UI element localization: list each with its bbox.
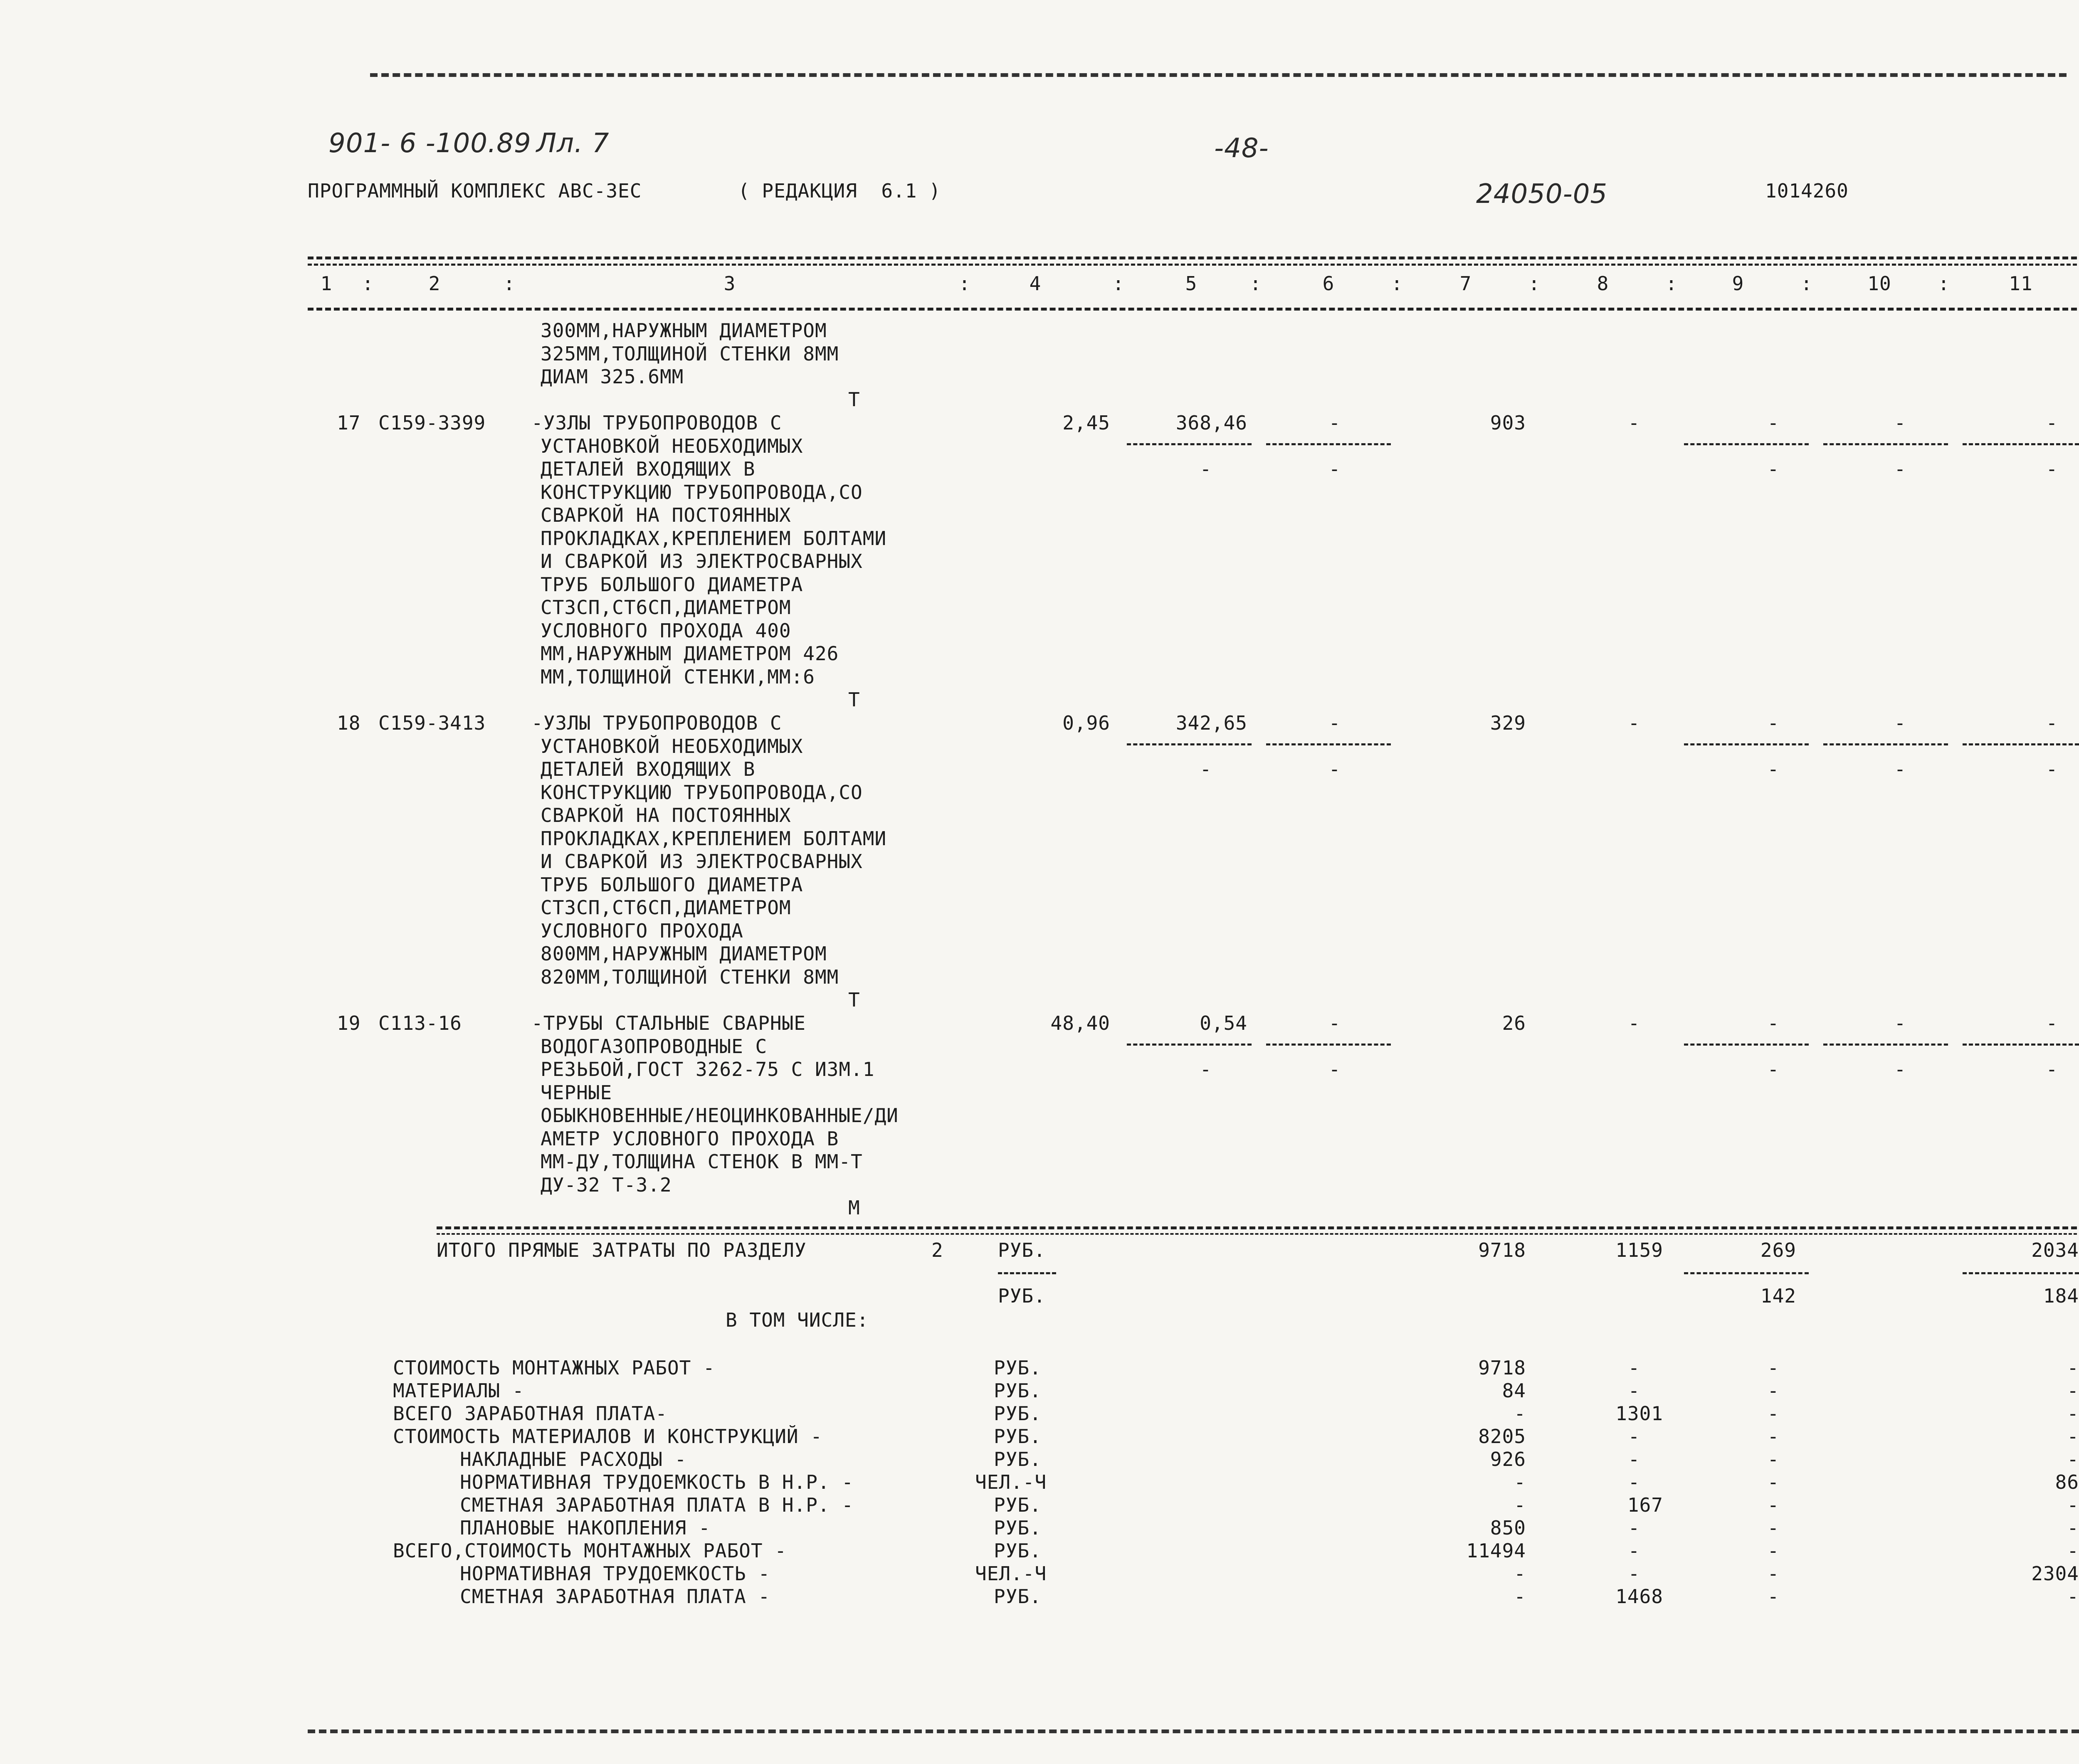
breakdown-col9: - (1767, 1448, 1780, 1470)
breakdown-col7: - (1514, 1585, 1526, 1608)
breakdown-col11: - (2067, 1494, 2079, 1516)
handwritten-document-id: 24050-05 (1476, 179, 1608, 210)
breakdown-col8: - (1628, 1539, 1640, 1562)
description-line: ДЕТАЛЕЙ ВХОДЯЩИХ В (541, 458, 756, 480)
cell-col9: - (1767, 1012, 1780, 1034)
breakdown-col11: - (2067, 1517, 2079, 1539)
breakdown-col11: - (2067, 1357, 2079, 1379)
breakdown-col9: - (1767, 1585, 1780, 1608)
breakdown-col9: - (1767, 1471, 1780, 1493)
breakdown-col11: - (2067, 1379, 2079, 1402)
description-line: И СВАРКОЙ ИЗ ЭЛЕКТРОСВАРНЫХ (541, 850, 863, 873)
program-edition: ( РЕДАКЦИЯ 6.1 ) (738, 180, 941, 202)
continuation-unit: Т (848, 388, 860, 411)
breakdown-label: СМЕТНАЯ ЗАРАБОТНАЯ ПЛАТА В Н.Р. - (424, 1494, 854, 1516)
col-header-sep: : (1249, 272, 1262, 295)
description-line: ТРУБ БОЛЬШОГО ДИАМЕТРА (541, 573, 803, 596)
row-code: С159-3399 (378, 412, 486, 434)
description-line: ПРОКЛАДКАХ,КРЕПЛЕНИЕМ БОЛТАМИ (541, 827, 887, 850)
breakdown-col8: - (1628, 1471, 1640, 1493)
breakdown-col9: - (1767, 1402, 1780, 1425)
subtotal-rule (1127, 443, 1252, 445)
description-line: 325ММ,ТОЛЩИНОЙ СТЕНКИ 8ММ (541, 342, 839, 365)
page-number: -48- (1214, 133, 1269, 164)
description-line: УСТАНОВКОЙ НЕОБХОДИМЫХ (541, 434, 803, 457)
description-line: КОНСТРУКЦИЮ ТРУБОПРОВОДА,СО (541, 481, 863, 503)
subtotal-rule (1684, 743, 1809, 745)
breakdown-col8: 1468 (1615, 1585, 1663, 1608)
breakdown-col11: - (2067, 1539, 2079, 1562)
breakdown-unit: РУБ. (994, 1494, 1042, 1516)
col-header-sep: : (958, 272, 971, 295)
breakdown-col8: 1301 (1615, 1402, 1663, 1425)
breakdown-col7: 9718 (1478, 1357, 1526, 1379)
cell-col9: - (1767, 712, 1780, 734)
totals-col11-second: 184 (2043, 1285, 2079, 1307)
cell-price: 342,65 (1175, 712, 1247, 734)
description-line: АМЕТР УСЛОВНОГО ПРОХОДА В (541, 1127, 839, 1150)
continuation-description (541, 319, 839, 389)
description-line: ДУ-32 Т-3.2 (541, 1173, 672, 1196)
description-line: УСТАНОВКОЙ НЕОБХОДИМЫХ (541, 735, 803, 757)
cell-col11: - (2046, 412, 2058, 434)
breakdown-col7: - (1514, 1562, 1526, 1585)
cell-qty: 2,45 (1062, 412, 1110, 434)
description-line: СВАРКОЙ НА ПОСТОЯННЫХ (541, 504, 791, 526)
cell-col9: - (1767, 412, 1780, 434)
sub-cell-col6: - (1328, 1058, 1341, 1081)
cell-col7: 26 (1502, 1012, 1526, 1034)
sub-cell-col10: - (1894, 458, 1906, 480)
breakdown-label: ВСЕГО,СТОИМОСТЬ МОНТАЖНЫХ РАБОТ - (393, 1539, 787, 1562)
cell-qty: 0,96 (1062, 712, 1110, 734)
subtotal-rule (1823, 743, 1948, 745)
col-header-sep: : (362, 272, 374, 295)
breakdown-col7: 84 (1502, 1379, 1526, 1402)
header-top-rule (308, 257, 2077, 259)
sub-cell-col5: - (1200, 758, 1212, 780)
description-line: -ТРУБЫ СТАЛЬНЫЕ СВАРНЫЕ (531, 1012, 806, 1034)
cell-price: 368,46 (1175, 412, 1247, 434)
cell-col8: - (1628, 712, 1640, 734)
col-header-8: 8 (1597, 272, 1609, 295)
sub-cell-col5: - (1200, 1058, 1212, 1081)
breakdown-col9: - (1767, 1425, 1780, 1448)
subtotal-rule (1963, 443, 2079, 445)
subtotal-rule (1266, 443, 1391, 445)
description-line: УСЛОВНОГО ПРОХОДА 400 (541, 619, 791, 642)
subtotal-rule (1963, 1044, 2079, 1046)
description-line: СТ3СП,СТ6СП,ДИАМЕТРОМ (541, 596, 791, 619)
cell-col10: - (1894, 412, 1906, 434)
top-edge-dashes (370, 73, 2067, 77)
col-header-sep: : (1391, 272, 1403, 295)
cell-col8: - (1628, 1012, 1640, 1034)
row-code: С159-3413 (378, 712, 486, 734)
breakdown-label: ВСЕГО ЗАРАБОТНАЯ ПЛАТА- (393, 1402, 667, 1425)
description-line: ДЕТАЛЕЙ ВХОДЯЩИХ В (541, 758, 756, 780)
cell-price: 0,54 (1200, 1012, 1247, 1034)
totals-col7: 9718 (1478, 1239, 1526, 1261)
row-number: 17 (337, 412, 361, 434)
row-number: 19 (337, 1012, 361, 1034)
breakdown-label: МАТЕРИАЛЫ - (393, 1379, 524, 1402)
col-header-sep: : (1665, 272, 1678, 295)
totals-second-rule (437, 1233, 2077, 1235)
cell-qty: 48,40 (1050, 1012, 1110, 1034)
breakdown-col7: - (1514, 1471, 1526, 1493)
breakdown-col8: - (1628, 1517, 1640, 1539)
cell-col6: - (1328, 1012, 1341, 1034)
col-header-sep: : (1938, 272, 1950, 295)
cell-col6: - (1328, 712, 1341, 734)
breakdown-col8: - (1628, 1357, 1640, 1379)
breakdown-unit: ЧЕЛ.-Ч (975, 1471, 1047, 1493)
subtotal-rule (1266, 743, 1391, 745)
cell-col11: - (2046, 712, 2058, 734)
totals-unit-second: РУБ. (998, 1285, 1046, 1307)
col-header-sep: : (1528, 272, 1541, 295)
col-header-4: 4 (1029, 272, 1042, 295)
cell-col7: 329 (1490, 712, 1526, 734)
handwritten-project-code: 901- 6 -100.89 (328, 128, 531, 159)
totals-col9-second: 142 (1760, 1285, 1796, 1307)
breakdown-col11: - (2067, 1585, 2079, 1608)
description-line: ЧЕРНЫЕ (541, 1081, 612, 1104)
breakdown-unit: РУБ. (994, 1357, 1042, 1379)
cell-col8: - (1628, 412, 1640, 434)
col-header-sep: : (1800, 272, 1813, 295)
header-bottom-rule (308, 308, 2077, 311)
bottom-edge-dashes (308, 1729, 2079, 1733)
breakdown-col11: - (2067, 1448, 2079, 1470)
breakdown-unit: РУБ. (994, 1539, 1042, 1562)
subtotal-rule (1963, 1272, 2079, 1274)
breakdown-col9: - (1767, 1517, 1780, 1539)
breakdown-unit: РУБ. (994, 1517, 1042, 1539)
row-description (531, 712, 886, 989)
sub-cell-col6: - (1328, 758, 1341, 780)
breakdown-col7: 11494 (1466, 1539, 1526, 1562)
row-unit: М (848, 1197, 860, 1219)
program-title: ПРОГРАММНЫЙ КОМПЛЕКС АВС-3ЕС (308, 180, 642, 202)
breakdown-unit: ЧЕЛ.-Ч (975, 1562, 1047, 1585)
totals-top-rule (437, 1226, 2077, 1229)
sub-cell-col9: - (1767, 758, 1780, 780)
breakdown-col11: 2304 (2031, 1562, 2079, 1585)
sub-cell-col9: - (1767, 458, 1780, 480)
sub-cell-col11: - (2046, 458, 2058, 480)
description-line: И СВАРКОЙ ИЗ ЭЛЕКТРОСВАРНЫХ (541, 550, 863, 572)
document-code: 1014260 (1765, 180, 1849, 202)
row-number: 18 (337, 712, 361, 734)
sub-cell-col10: - (1894, 1058, 1906, 1081)
col-header-5: 5 (1185, 272, 1198, 295)
breakdown-unit: РУБ. (994, 1425, 1042, 1448)
description-line: СТ3СП,СТ6СП,ДИАМЕТРОМ (541, 896, 791, 919)
sub-cell-col11: - (2046, 1058, 2058, 1081)
col-header-sep: : (1112, 272, 1125, 295)
col-header-7: 7 (1459, 272, 1472, 295)
description-line: ММ,НАРУЖНЫМ ДИАМЕТРОМ 426 (541, 642, 839, 665)
subtotal-rule (1266, 1044, 1391, 1046)
breakdown-label: НОРМАТИВНАЯ ТРУДОЕМКОСТЬ В Н.Р. - (424, 1471, 854, 1493)
subtotal-rule (1684, 1044, 1809, 1046)
subtotal-rule (1823, 1044, 1948, 1046)
row-unit: Т (848, 688, 860, 711)
breakdown-col8: - (1628, 1379, 1640, 1402)
description-line: ВОДОГАЗОПРОВОДНЫЕ С (541, 1035, 768, 1058)
breakdown-col11: - (2067, 1425, 2079, 1448)
sub-cell-col9: - (1767, 1058, 1780, 1081)
col-header-11: 11 (2009, 272, 2033, 295)
breakdown-label: СТОИМОСТЬ МАТЕРИАЛОВ И КОНСТРУКЦИЙ - (393, 1425, 822, 1448)
totals-label: ИТОГО ПРЯМЫЕ ЗАТРАТЫ ПО РАЗДЕЛУ (437, 1239, 807, 1261)
col-header-6: 6 (1322, 272, 1335, 295)
totals-col8: 1159 (1615, 1239, 1663, 1261)
handwritten-sheet-number: Лл. 7 (536, 128, 610, 159)
row-unit: Т (848, 989, 860, 1011)
description-line: ОБЫКНОВЕННЫЕ/НЕОЦИНКОВАННЫЕ/ДИ (541, 1104, 899, 1127)
subtotal-rule (1684, 1272, 1809, 1274)
breakdown-col7: - (1514, 1494, 1526, 1516)
breakdown-col8: - (1628, 1562, 1640, 1585)
breakdown-unit: РУБ. (994, 1585, 1042, 1608)
breakdown-col11: - (2067, 1402, 2079, 1425)
breakdown-col9: - (1767, 1379, 1780, 1402)
subtotal-rule (1823, 443, 1948, 445)
description-line: ММ-ДУ,ТОЛЩИНА СТЕНОК В ММ-Т (541, 1150, 863, 1173)
col-header-sep: : (503, 272, 516, 295)
description-line: 820ММ,ТОЛЩИНОЙ СТЕНКИ 8ММ (541, 965, 839, 988)
description-line: -УЗЛЫ ТРУБОПРОВОДОВ С (531, 412, 782, 434)
description-line: ПРОКЛАДКАХ,КРЕПЛЕНИЕМ БОЛТАМИ (541, 527, 887, 550)
description-line: ДИАМ 325.6ММ (541, 365, 684, 388)
breakdown-label: ПЛАНОВЫЕ НАКОПЛЕНИЯ - (424, 1517, 711, 1539)
totals-col9: 269 (1760, 1239, 1796, 1261)
description-line: -УЗЛЫ ТРУБОПРОВОДОВ С (531, 712, 782, 734)
breakdown-label: СМЕТНАЯ ЗАРАБОТНАЯ ПЛАТА - (424, 1585, 770, 1608)
breakdown-col7: 8205 (1478, 1425, 1526, 1448)
row-description (531, 412, 886, 688)
breakdown-unit: РУБ. (994, 1379, 1042, 1402)
cell-col6: - (1328, 412, 1341, 434)
subtotal-rule (1127, 1044, 1252, 1046)
col-header-10: 10 (1867, 272, 1891, 295)
sub-cell-col11: - (2046, 758, 2058, 780)
col-header-9: 9 (1732, 272, 1744, 295)
description-line: 800ММ,НАРУЖНЫМ ДИАМЕТРОМ (541, 942, 827, 965)
description-line: 300ММ,НАРУЖНЫМ ДИАМЕТРОМ (541, 319, 827, 342)
breakdown-label: СТОИМОСТЬ МОНТАЖНЫХ РАБОТ - (393, 1357, 715, 1379)
breakdown-col7: 926 (1490, 1448, 1526, 1470)
breakdown-col9: - (1767, 1494, 1780, 1516)
description-line: ТРУБ БОЛЬШОГО ДИАМЕТРА (541, 873, 803, 896)
breakdown-unit: РУБ. (994, 1448, 1042, 1470)
breakdown-col9: - (1767, 1357, 1780, 1379)
breakdown-col7: 850 (1490, 1517, 1526, 1539)
cell-col10: - (1894, 712, 1906, 734)
breakdown-label: НАКЛАДНЫЕ РАСХОДЫ - (424, 1448, 687, 1470)
sub-cell-col10: - (1894, 758, 1906, 780)
sub-cell-col5: - (1200, 458, 1212, 480)
breakdown-col9: - (1767, 1562, 1780, 1585)
breakdown-col8: - (1628, 1448, 1640, 1470)
including-label: В ТОМ ЧИСЛЕ: (726, 1309, 869, 1331)
breakdown-col7: - (1514, 1402, 1526, 1425)
description-line: СВАРКОЙ НА ПОСТОЯННЫХ (541, 804, 791, 826)
subtotal-rule (1127, 743, 1252, 745)
header-second-rule (308, 264, 2077, 266)
col-header-1: 1 (320, 272, 333, 295)
description-line: РЕЗЬБОЙ,ГОСТ 3262-75 С ИЗМ.1 (541, 1058, 875, 1081)
breakdown-unit: РУБ. (994, 1402, 1042, 1425)
totals-col11: 2034 (2031, 1239, 2079, 1261)
breakdown-col9: - (1767, 1539, 1780, 1562)
subtotal-rule (1684, 443, 1809, 445)
breakdown-col11: 86 (2055, 1471, 2079, 1493)
description-line: КОНСТРУКЦИЮ ТРУБОПРОВОДА,СО (541, 781, 863, 804)
sub-cell-col6: - (1328, 458, 1341, 480)
subtotal-rule (1963, 743, 2079, 745)
breakdown-label: НОРМАТИВНАЯ ТРУДОЕМКОСТЬ - (424, 1562, 770, 1585)
cell-col7: 903 (1490, 412, 1526, 434)
cell-col11: - (2046, 1012, 2058, 1034)
totals-unit: РУБ. (998, 1239, 1046, 1261)
col-header-3: 3 (723, 272, 736, 295)
row-description (531, 1012, 899, 1197)
row-code: С113-16 (378, 1012, 462, 1034)
col-header-2: 2 (428, 272, 441, 295)
breakdown-col8: 167 (1627, 1494, 1663, 1516)
description-line: ММ,ТОЛЩИНОЙ СТЕНКИ,ММ:6 (541, 665, 815, 688)
totals-section: 2 (931, 1239, 943, 1261)
description-line: УСЛОВНОГО ПРОХОДА (541, 919, 743, 942)
breakdown-col8: - (1628, 1425, 1640, 1448)
unit-rule (998, 1272, 1056, 1274)
cell-col10: - (1894, 1012, 1906, 1034)
